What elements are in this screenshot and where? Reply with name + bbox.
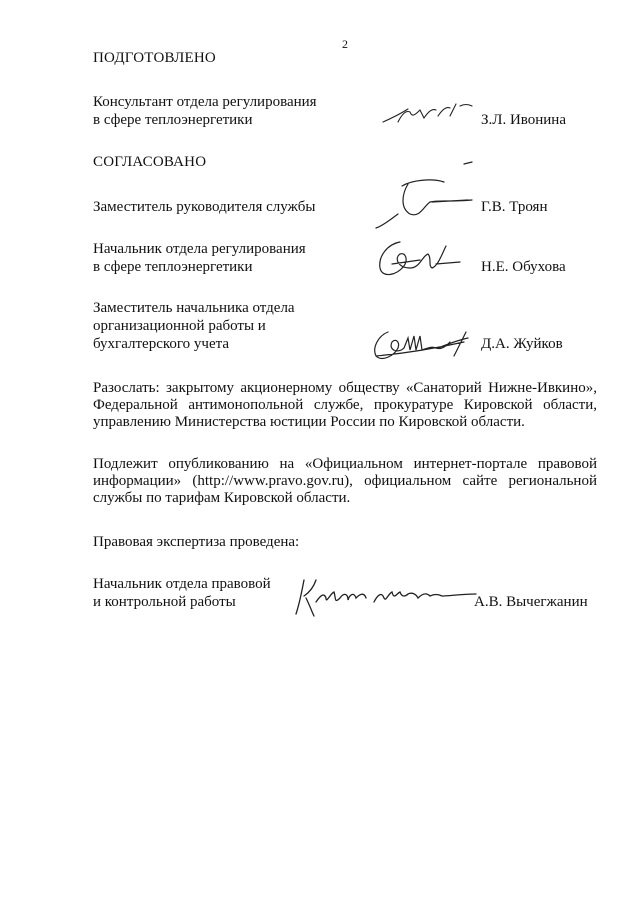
signature-vychegzhanin xyxy=(290,572,480,622)
signature-ivonina xyxy=(380,100,475,130)
distribution-paragraph: Разослать: закрытому акционерному обществу «Санаторий Нижне-Ивкино», Федеральной антимонопольной службе, прокуратуре Кировской области, управлению Министерства юстиции России по Кировской области. xyxy=(93,380,597,430)
publication-paragraph: Подлежит опубликованию на «Официальном интернет-портале правовой информации» (http://www.pravo.gov.ru), официальном сайте региональной службы по тарифам Кировской области. xyxy=(93,456,597,506)
prepared-position-line2: в сфере теплоэнергетики xyxy=(93,112,253,128)
signer-3-position-line1: Заместитель начальника отдела xyxy=(93,300,295,316)
signer-1-position: Заместитель руководителя службы xyxy=(93,199,316,215)
signer-2-position-line2: в сфере теплоэнергетики xyxy=(93,259,253,275)
legal-review-statement: Правовая экспертиза проведена: xyxy=(93,534,300,550)
agreed-heading: СОГЛАСОВАНО xyxy=(93,154,207,170)
signer-2-name: Н.Е. Обухова xyxy=(481,259,566,275)
signature-troyan xyxy=(372,158,482,236)
signer-2-position-line1: Начальник отдела регулирования xyxy=(93,241,306,257)
legal-review-name: А.В. Вычегжанин xyxy=(474,594,588,610)
legal-review-position-line1: Начальник отдела правовой xyxy=(93,576,271,592)
prepared-position-line1: Консультант отдела регулирования xyxy=(93,94,317,110)
page-number: 2 xyxy=(342,37,348,51)
signature-zhuykov xyxy=(368,318,483,366)
signer-1-name: Г.В. Троян xyxy=(481,199,548,215)
prepared-heading: ПОДГОТОВЛЕНО xyxy=(93,50,216,66)
signer-3-position-line2: организационной работы и xyxy=(93,318,266,334)
signer-3-name: Д.А. Жуйков xyxy=(481,336,563,352)
signature-obukhova xyxy=(370,234,470,282)
legal-review-position-line2: и контрольной работы xyxy=(93,594,236,610)
signer-3-position-line3: бухгалтерского учета xyxy=(93,336,230,352)
prepared-name: З.Л. Ивонина xyxy=(481,112,566,128)
